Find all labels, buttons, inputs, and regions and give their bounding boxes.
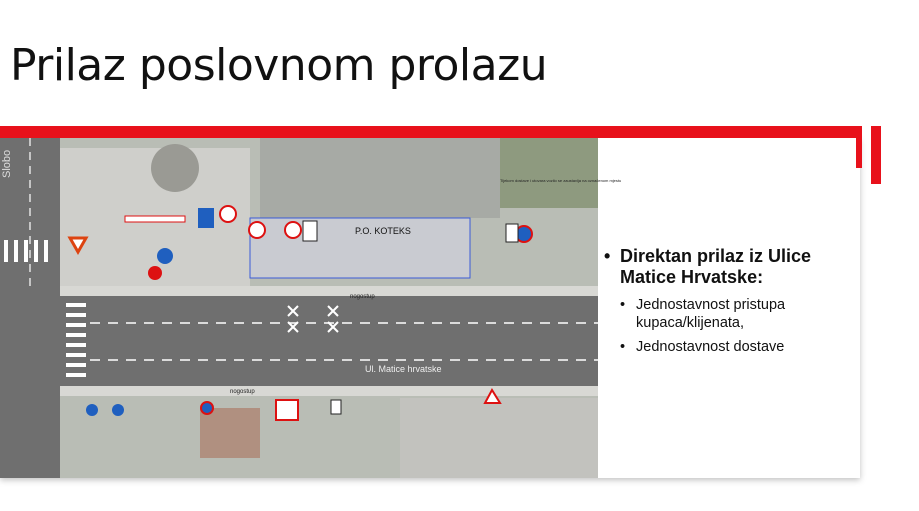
side-road	[0, 138, 60, 478]
direction-sign	[112, 404, 124, 416]
fountain	[151, 144, 199, 192]
sidewalk-label-bottom: nogostup	[230, 389, 255, 395]
green-area-top-right	[500, 138, 598, 208]
building-block	[260, 138, 500, 218]
prohibition-sign	[285, 222, 301, 238]
no-entry-sign	[148, 266, 162, 280]
main-bullet: • Direktan prilaz iz Ulice Matice Hrvatske:	[604, 246, 856, 288]
prohibition-sign	[249, 222, 265, 238]
sub-bullet-item: • Jednostavnost dostave	[604, 338, 856, 356]
info-sign	[506, 224, 518, 242]
red-band	[0, 126, 862, 138]
info-sign	[276, 400, 298, 420]
bottom-building	[200, 408, 260, 458]
street-label: Ul. Matice hrvatske	[365, 364, 442, 374]
sidewalk-top	[0, 286, 598, 296]
bottom-lot	[400, 398, 598, 478]
info-sign	[303, 221, 317, 241]
direction-sign	[86, 404, 98, 416]
direction-sign	[157, 248, 173, 264]
parking-sign	[198, 208, 214, 228]
prohibition-sign	[220, 206, 236, 222]
sidewalk-label-top: nogostup	[350, 294, 375, 300]
red-accent-bar-left	[856, 126, 862, 168]
prohibition-sign	[201, 402, 213, 414]
red-accent-bar-right	[871, 126, 881, 184]
sub-bullet-list	[604, 296, 856, 356]
info-sign	[331, 400, 341, 414]
street-corner-label: Slobo	[1, 149, 13, 178]
sub-bullet-item: • Jednostavnost pristupa kupaca/klijenata,	[604, 296, 856, 332]
building-label: P.O. KOTEKS	[355, 226, 411, 236]
site-plan-image	[0, 138, 622, 478]
bullet-list	[604, 246, 856, 362]
note-label: Tijekom dostave i utovara vozilo se zaustavlja na označenom mjestu	[500, 178, 622, 183]
barrier	[125, 216, 185, 222]
slide-title: Prilaz poslovnom prolazu	[10, 40, 548, 91]
main-road	[0, 296, 598, 386]
sidewalk-bottom	[0, 386, 598, 396]
